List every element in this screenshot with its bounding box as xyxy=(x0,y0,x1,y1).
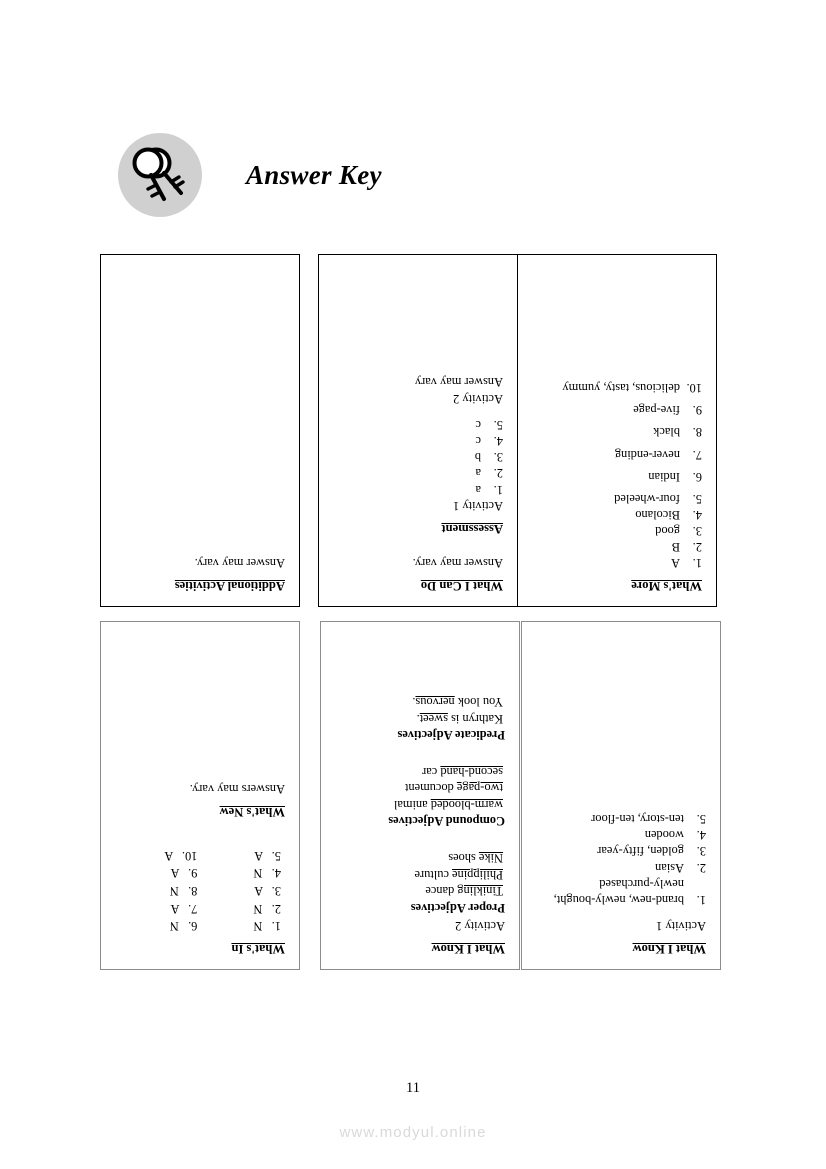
box-additional-activities xyxy=(100,254,300,607)
list-item: 8. N xyxy=(169,884,198,899)
list-item: 7. A xyxy=(170,901,198,916)
whats-in-column-2 xyxy=(164,846,197,934)
proper-adjectives-list xyxy=(335,849,505,899)
compound-adjectives-heading: Compound Adjectives xyxy=(388,814,505,829)
list-item: 1. a xyxy=(475,482,503,497)
what-i-know-activity1-list xyxy=(536,811,706,908)
additional-activities-body: Answer may vary. xyxy=(194,556,285,571)
list-item: 6. N xyxy=(169,919,198,934)
assessment-activity1-label: Activity 1 xyxy=(453,499,503,514)
box-what-i-know-activity-1 xyxy=(521,621,721,970)
box-what-i-know-activity-2 xyxy=(320,621,520,970)
list-item: You look nervous. xyxy=(412,695,503,709)
proper-adjectives-heading: Proper Adjectives xyxy=(410,900,505,915)
list-item: 5. A xyxy=(254,848,281,863)
what-i-can-do-body: Answer may vary. xyxy=(412,556,503,571)
list-item: Tinikling dance xyxy=(425,884,503,899)
what-i-know-activity1-label: Activity 1 xyxy=(656,919,706,934)
list-item: second-hand car xyxy=(422,764,503,779)
list-item: 4. wooden xyxy=(644,828,706,843)
list-item: 2. a xyxy=(475,466,503,481)
list-item: 1. brand-new, newly-bought, newly-purchased xyxy=(553,876,706,907)
list-item: 2. Asian xyxy=(655,860,706,875)
list-item: 3. b xyxy=(474,450,503,465)
predicate-adjectives-heading: Predicate Adjectives xyxy=(397,728,505,743)
predicate-adjectives-list xyxy=(335,693,505,726)
whats-in-column-1 xyxy=(253,846,281,934)
box-what-i-can-do xyxy=(318,254,518,607)
page-title: Answer Key xyxy=(246,159,382,190)
assessment-activity2-label: Activity 2 xyxy=(453,391,503,406)
list-item: 4. Bicolano xyxy=(635,507,702,522)
list-item: warm-blooded animal xyxy=(393,797,503,812)
list-item: 3. good xyxy=(655,524,702,539)
list-item: 7. never-ending xyxy=(614,447,702,462)
list-item: 6. Indian xyxy=(648,469,702,484)
whats-in-heading: What's In xyxy=(231,942,285,956)
whats-new-heading: What's New xyxy=(219,805,285,820)
what-i-know-activity1-heading: What I Know xyxy=(632,942,706,956)
box-whats-more xyxy=(517,254,717,607)
whats-more-heading: What's More xyxy=(631,579,702,593)
list-item: 8. black xyxy=(653,425,702,440)
list-item: 1. A xyxy=(671,556,702,571)
list-item: 1. N xyxy=(253,919,281,934)
list-item: 10. A xyxy=(164,848,198,863)
assessment-activity2-body: Answer may vary xyxy=(414,375,503,390)
watermark: www.modyul.online xyxy=(339,1124,487,1141)
list-item: 2. B xyxy=(671,540,702,555)
list-item: 5. four-wheeled xyxy=(614,491,702,506)
assessment-activity1-list xyxy=(333,417,503,498)
whats-in-columns xyxy=(115,846,285,934)
list-item: 10. delicious, tasty, yummy xyxy=(562,381,702,396)
whats-new-body: Answers may vary. xyxy=(189,782,285,797)
assessment-heading: Assessment xyxy=(441,521,503,536)
list-item: 2. N xyxy=(253,901,281,916)
whats-more-list xyxy=(532,380,702,571)
box-whats-in xyxy=(100,621,300,970)
answer-key-header xyxy=(118,133,382,217)
what-i-can-do-heading: What I Can Do xyxy=(420,579,503,593)
what-i-know-activity2-label: Activity 2 xyxy=(455,919,505,934)
list-item: 4. N xyxy=(253,866,281,881)
list-item: 3. A xyxy=(254,884,281,899)
compound-adjectives-list xyxy=(335,763,505,813)
list-item: Philippine culture xyxy=(414,867,503,882)
list-item: 5. ten-story, ten-floor xyxy=(591,812,706,827)
additional-activities-heading: Additional Activities xyxy=(174,579,285,593)
list-item: 9. A xyxy=(170,866,198,881)
list-item: 3. golden, fifty-year xyxy=(597,844,706,859)
list-item: 5. c xyxy=(475,418,503,433)
list-item: 4. c xyxy=(475,434,503,449)
list-item: Kathryn is sweet. xyxy=(416,711,503,726)
page-number: 11 xyxy=(406,1080,420,1096)
what-i-know-activity2-heading: What I Know xyxy=(431,942,505,956)
list-item: two-page document xyxy=(404,781,503,796)
list-item: 9. five-page xyxy=(633,403,702,418)
keys-icon xyxy=(118,133,202,217)
list-item: Nike shoes xyxy=(448,851,503,866)
